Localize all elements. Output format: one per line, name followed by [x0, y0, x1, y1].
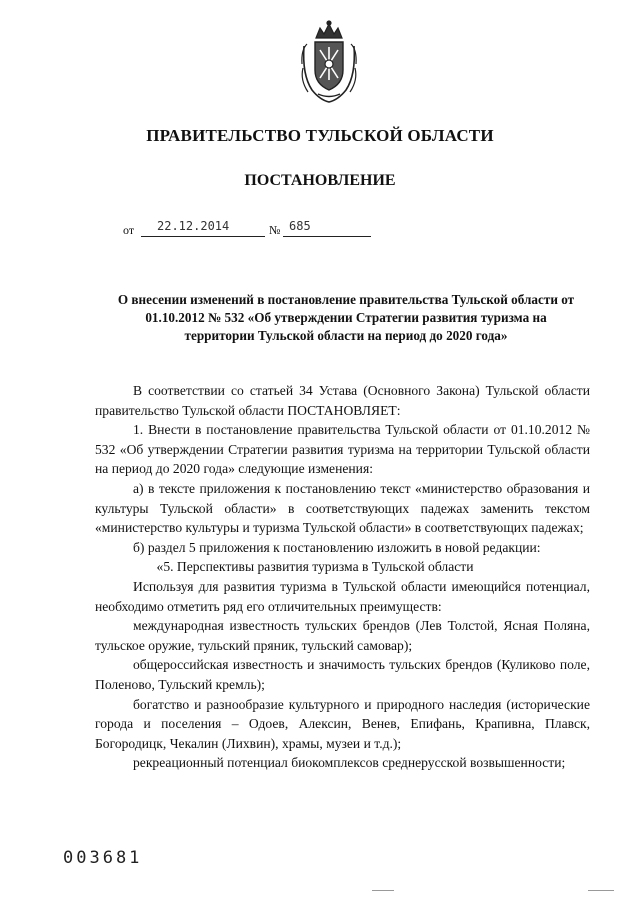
paragraph-item-a: а) в тексте приложения к постановлению текст «министерство образования и культуры Тульской области» в соответствующих падежах заменить текстом «министерство культуры и туризма Тульской области» в соответствующих падежах;: [95, 480, 590, 536]
number-label: №: [269, 223, 281, 237]
serial-stamp-number: 003681: [63, 848, 143, 868]
number-underline: [283, 236, 371, 237]
registration-line: [123, 219, 423, 239]
coat-of-arms-emblem: [298, 20, 360, 104]
document-type: ПОСТАНОВЛЕНИЕ: [244, 172, 396, 189]
number-value: 685: [289, 219, 311, 233]
scan-artifact: [588, 890, 614, 891]
date-underline: [141, 236, 265, 237]
document-body: [95, 381, 590, 773]
date-value: 22.12.2014: [157, 219, 230, 233]
section-heading: «5. Перспективы развития туризма в Тульской области: [156, 559, 474, 575]
scan-artifact: [372, 890, 394, 891]
paragraph-brands-national: общероссийская известность и значимость тульских брендов (Куликово поле, Поленово, Тульский кремль);: [95, 657, 590, 692]
paragraph-item-1: 1. Внести в постановление правительства Тульской области от 01.10.2012 № 532 «Об утверждении Стратегии развития туризма на территории Тульской области на период до 2020 года» следующие изменения:: [95, 422, 590, 477]
paragraph-preamble: В соответствии со статьей 34 Устава (Основного Закона) Тульской области правительство Тульской области ПОСТАНОВЛЯЕТ:: [95, 383, 590, 418]
paragraph-item-b: б) раздел 5 приложения к постановлению изложить в новой редакции:: [133, 539, 541, 555]
paragraph-intro: Используя для развития туризма в Тульской области имеющийся потенциал, необходимо отметить ряд его отличительных преимуществ:: [95, 578, 590, 614]
paragraph-recreation: рекреационный потенциал биокомплексов среднерусской возвышенности;: [133, 755, 566, 771]
document-title: О внесении изменений в постановление правительства Тульской области от 01.10.2012 № 532 «Об утверждении Стратегии развития туризма на территории Тульской области на период до 2020 года»: [117, 292, 575, 343]
organization-name: ПРАВИТЕЛЬСТВО ТУЛЬСКОЙ ОБЛАСТИ: [146, 126, 494, 145]
paragraph-heritage: богатство и разнообразие культурного и природного наследия (исторические города и поселения – Одоев, Алексин, Венев, Епифань, Крапивна, Плавск, Богородицк, Чекалин (Лихвин), храмы, музеи и т.д.);: [95, 696, 590, 751]
date-label: от: [123, 223, 135, 237]
paragraph-brands-international: международная известность тульских брендов (Лев Толстой, Ясная Поляна, тульское оружие, тульский пряник, тульский самовар);: [95, 618, 590, 653]
